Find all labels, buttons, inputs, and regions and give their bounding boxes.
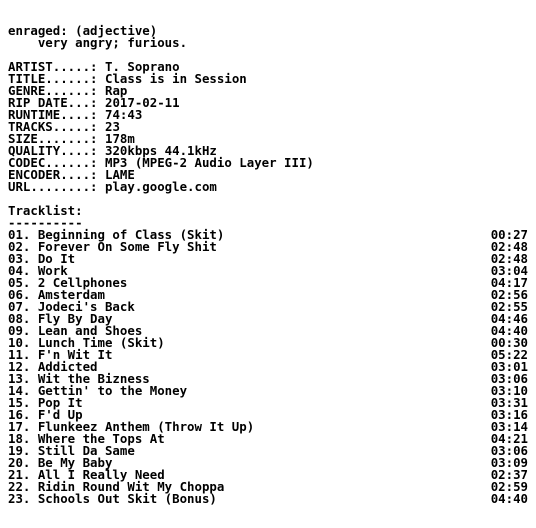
- info-key: QUALITY....:: [8, 143, 98, 158]
- track-duration: 02:56: [490, 287, 528, 302]
- track-duration: 04:40: [490, 491, 528, 506]
- track-title: 23. Schools Out Skit (Bonus): [8, 491, 217, 506]
- definition-meaning: very angry; furious.: [8, 35, 188, 50]
- info-value: LAME: [105, 167, 135, 182]
- info-value: 178m: [105, 131, 135, 146]
- track-title: 22. Ridin Round Wit My Choppa: [8, 479, 225, 494]
- info-value: T. Soprano: [105, 59, 180, 74]
- track-duration: 02:48: [490, 239, 528, 254]
- track-row: [8, 397, 528, 409]
- tracklist-heading: Tracklist:: [8, 203, 83, 218]
- info-key: TITLE......:: [8, 71, 98, 86]
- info-value: play.google.com: [105, 179, 217, 194]
- track-title: 18. Where the Tops At: [8, 431, 165, 446]
- track-duration: 03:04: [490, 263, 528, 278]
- track-duration: 02:48: [490, 251, 528, 266]
- track-title: 14. Gettin' to the Money: [8, 383, 188, 398]
- track-title: 08. Fly By Day: [8, 311, 113, 326]
- track-title: 01. Beginning of Class (Skit): [8, 227, 225, 242]
- track-title: 13. Wit the Bizness: [8, 371, 150, 386]
- definition-block: [8, 25, 528, 49]
- track-title: 17. Flunkeez Anthem (Throw It Up): [8, 419, 255, 434]
- info-key: CODEC......:: [8, 155, 98, 170]
- track-duration: 02:37: [490, 467, 528, 482]
- track-duration: 03:06: [490, 371, 528, 386]
- info-value: 2017-02-11: [105, 95, 180, 110]
- info-row: [8, 181, 528, 193]
- track-title: 15. Pop It: [8, 395, 83, 410]
- track-duration: 03:10: [490, 383, 528, 398]
- track-duration: 05:22: [490, 347, 528, 362]
- track-duration: 03:31: [490, 395, 528, 410]
- tracklist-underline: ----------: [8, 215, 83, 230]
- info-key: GENRE......:: [8, 83, 98, 98]
- track-title: 03. Do It: [8, 251, 76, 266]
- info-value: MP3 (MPEG-2 Audio Layer III): [105, 155, 314, 170]
- info-key: RIP DATE...:: [8, 95, 98, 110]
- track-row: [8, 241, 528, 253]
- track-title: 02. Forever On Some Fly Shit: [8, 239, 217, 254]
- track-title: 16. F'd Up: [8, 407, 83, 422]
- track-duration: 03:09: [490, 455, 528, 470]
- track-row: [8, 493, 528, 505]
- track-duration: 03:06: [490, 443, 528, 458]
- track-duration: 00:27: [490, 227, 528, 242]
- track-duration: 02:59: [490, 479, 528, 494]
- info-key: RUNTIME....:: [8, 107, 98, 122]
- track-duration: 04:21: [490, 431, 528, 446]
- track-title: 10. Lunch Time (Skit): [8, 335, 165, 350]
- track-title: 06. Amsterdam: [8, 287, 105, 302]
- info-key: ENCODER....:: [8, 167, 98, 182]
- info-value: Rap: [105, 83, 128, 98]
- release-info: [8, 61, 528, 193]
- track-title: 20. Be My Baby: [8, 455, 113, 470]
- info-key: ARTIST.....:: [8, 59, 98, 74]
- track-title: 07. Jodeci's Back: [8, 299, 135, 314]
- tracklist-section: [8, 205, 528, 505]
- info-key: SIZE.......:: [8, 131, 98, 146]
- nfo-document: [8, 25, 528, 505]
- track-duration: 04:17: [490, 275, 528, 290]
- info-value: 320kbps 44.1kHz: [105, 143, 217, 158]
- track-duration: 00:30: [490, 335, 528, 350]
- info-value: Class is in Session: [105, 71, 247, 86]
- track-title: 12. Addicted: [8, 359, 98, 374]
- track-duration: 03:01: [490, 359, 528, 374]
- track-row: [8, 385, 528, 397]
- track-title: 09. Lean and Shoes: [8, 323, 143, 338]
- info-key: TRACKS.....:: [8, 119, 98, 134]
- track-duration: 04:40: [490, 323, 528, 338]
- info-key: URL........:: [8, 179, 98, 194]
- track-row: [8, 253, 528, 265]
- track-title: 04. Work: [8, 263, 68, 278]
- info-value: 23: [105, 119, 120, 134]
- track-title: 05. 2 Cellphones: [8, 275, 128, 290]
- track-title: 19. Still Da Same: [8, 443, 135, 458]
- definition-word: enraged: (adjective): [8, 23, 158, 38]
- track-duration: 03:16: [490, 407, 528, 422]
- info-value: 74:43: [105, 107, 143, 122]
- tracklist: [8, 229, 528, 505]
- track-title: 11. F'n Wit It: [8, 347, 113, 362]
- track-duration: 04:46: [490, 311, 528, 326]
- track-duration: 03:14: [490, 419, 528, 434]
- track-title: 21. All I Really Need: [8, 467, 165, 482]
- spacer: [8, 193, 528, 205]
- track-duration: 02:55: [490, 299, 528, 314]
